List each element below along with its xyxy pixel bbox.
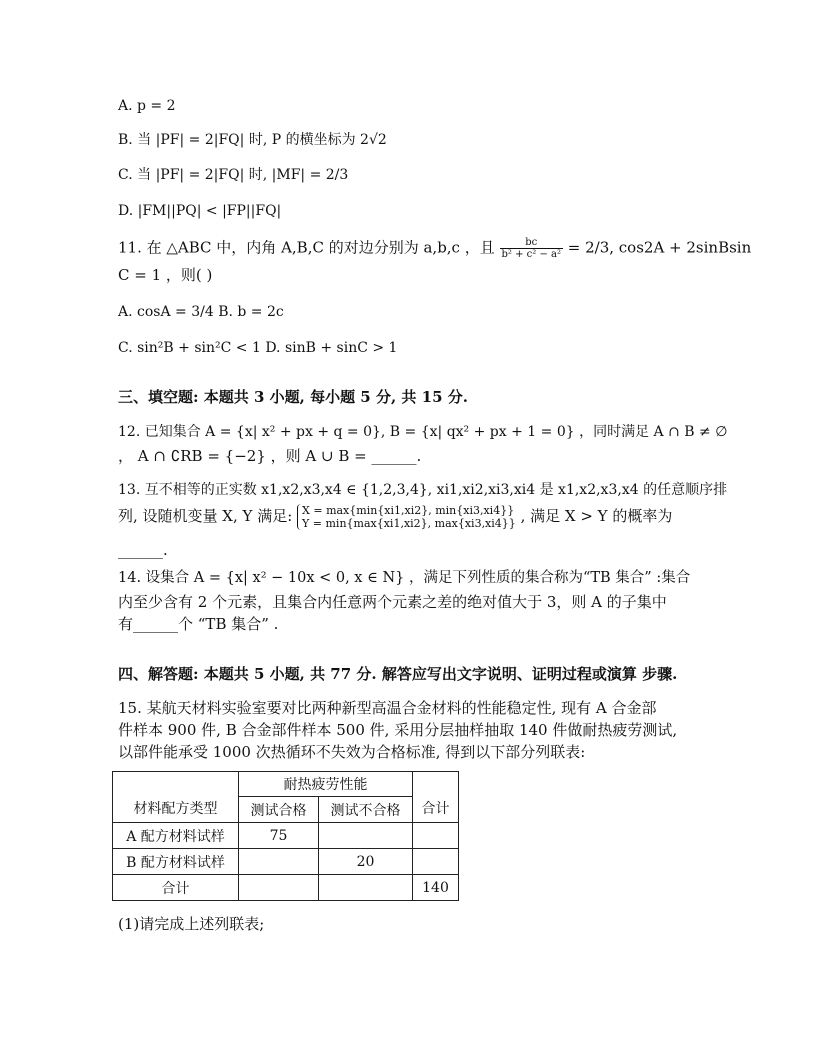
- q13-brace-x: X = max{min{xi1,xi2}, min{xi3,xi4}}: [302, 504, 515, 517]
- section4-heading: 四、解答题: 本题共 5 小题, 共 77 分. 解答应写出文字说明、证明过程或演算 步骤.: [118, 665, 678, 683]
- q13-line2-a: 列, 设随机变量 X, Y 满足:: [118, 507, 293, 525]
- q15-part1: (1)请完成上述列联表;: [118, 915, 265, 933]
- table-col-fail-header: 测试不合格: [319, 797, 413, 823]
- q12-line2: ， A ∩ ∁RB = {−2} ，则 A ∪ B = ______.: [118, 447, 422, 465]
- q11-stem-line2: C = 1 ，则( ): [118, 266, 213, 284]
- q11-fraction: [500, 237, 563, 260]
- q10-option-b: B. 当 |PF| = 2|FQ| 时, P 的横坐标为 2√2: [118, 132, 387, 148]
- q14-line3: 有______个 “TB 集合” .: [118, 615, 279, 633]
- q11-stem-part1: 11. 在 △ABC 中，内角 A,B,C 的对边分别为 a,b,c ，且: [118, 238, 495, 257]
- q11-stem: [118, 237, 751, 260]
- table-row: [113, 849, 459, 875]
- q15-line2: 件样本 900 件, B 合金部件样本 500 件, 采用分层抽样抽取 140 件做耐热疲劳测试,: [118, 721, 678, 739]
- table-cell-fail: 20: [319, 849, 413, 875]
- section3-heading: 三、填空题: 本题共 3 小题, 每小题 5 分, 共 15 分.: [118, 388, 468, 406]
- table-cell-pass: [239, 875, 319, 901]
- table-row: [113, 875, 459, 901]
- q13-line2: [118, 504, 672, 530]
- q15-line1: 15. 某航天材料实验室要对比两种新型高温合金材料的性能稳定性, 现有 A 合金部: [118, 699, 657, 717]
- table-row-label: A 配方材料试样: [113, 823, 239, 849]
- table-cell-fail: [319, 823, 413, 849]
- table-row-header: 材料配方类型: [113, 772, 239, 823]
- table-cell-total: 140: [413, 875, 459, 901]
- q13-line2-b: , 满足 X > Y 的概率为: [520, 507, 673, 525]
- q11-frac-num: bc: [500, 237, 563, 249]
- q14-line2: 内至少含有 2 个元素，且集合内任意两个元素之差的绝对值大于 3，则 A 的子集中: [118, 593, 667, 611]
- q10-option-a: A. p = 2: [118, 98, 176, 114]
- table-row-label: B 配方材料试样: [113, 849, 239, 875]
- table-cell-pass: 75: [239, 823, 319, 849]
- table-cell-pass: [239, 849, 319, 875]
- q10-option-d: D. |FM||PQ| < |FP||FQ|: [118, 203, 282, 219]
- q13-brace-y: Y = min{max{xi1,xi2}, max{xi3,xi4}}: [302, 517, 516, 530]
- q14-line1: 14. 设集合 A = {x| x² − 10x < 0, x ∈ N} ，满足下列性质的集合称为“TB 集合” :集合: [118, 570, 691, 586]
- table-row: [113, 823, 459, 849]
- q11-options-ab: A. cosA = 3/4 B. b = 2c: [118, 304, 284, 320]
- q15-line3: 以部件能承受 1000 次热循环不失效为合格标准, 得到以下部分列联表:: [118, 743, 586, 761]
- table-cell-fail: [319, 875, 413, 901]
- q11-stem-part2: = 2/3, cos2A + 2sinBsin: [567, 238, 752, 257]
- table-cell-total: [413, 849, 459, 875]
- table-row-label: 合计: [113, 875, 239, 901]
- q10-option-c: C. 当 |PF| = 2|FQ| 时, |MF| = 2/3: [118, 167, 349, 183]
- table-col-pass-header: 测试合格: [239, 797, 319, 823]
- q13-line3: ______.: [118, 541, 168, 559]
- q13-brace: [297, 504, 516, 530]
- q11-options-cd: C. sin²B + sin²C < 1 D. sinB + sinC > 1: [118, 340, 398, 356]
- contingency-table: [112, 771, 459, 901]
- table-group-header: 耐热疲劳性能: [239, 772, 413, 797]
- table-cell-total: [413, 823, 459, 849]
- q13-line1: 13. 互不相等的正实数 x1,x2,x3,x4 ∈ {1,2,3,4}, xi1,xi2,xi3,xi4 是 x1,x2,x3,x4 的任意顺序排: [118, 482, 728, 498]
- table-col-total-header: 合计: [413, 772, 459, 823]
- q12-line1: 12. 已知集合 A = {x| x² + px + q = 0}, B = {x| qx² + px + 1 = 0} ，同时满足 A ∩ B ≠ ∅: [118, 424, 728, 440]
- q11-frac-den: b² + c² − a²: [501, 249, 561, 260]
